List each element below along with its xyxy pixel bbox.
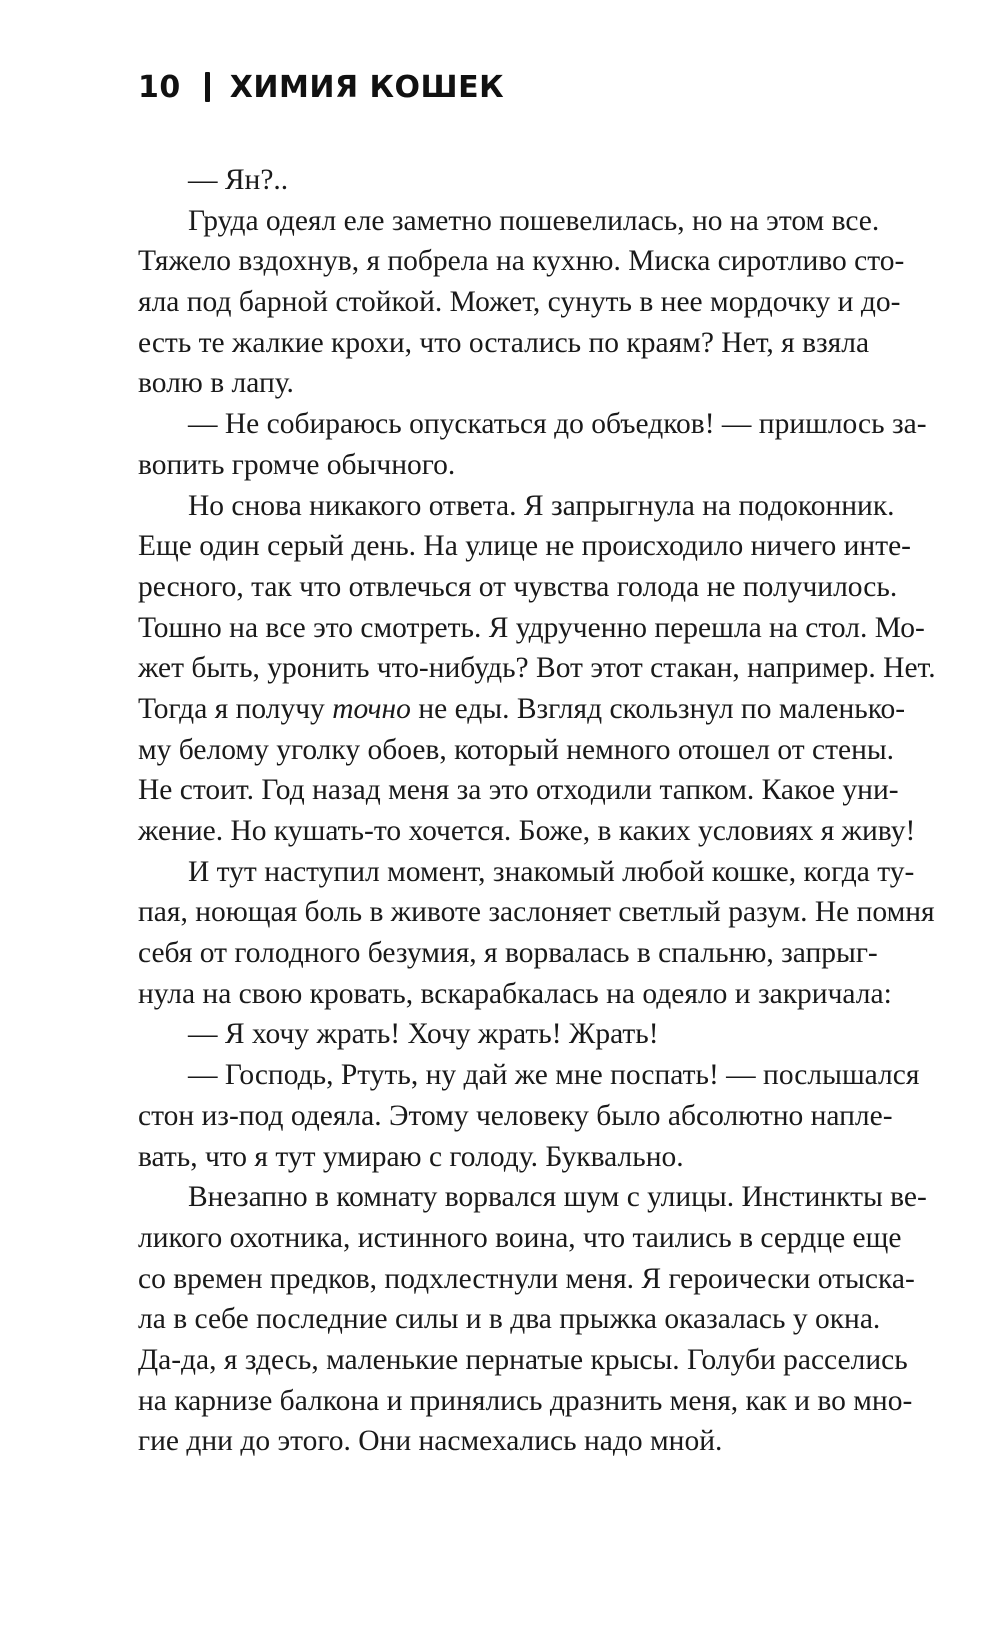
text-line: — Не собираюсь опускаться до объедков! — пришлось за- — [188, 408, 927, 441]
text-segment: Тогда я получу — [138, 692, 333, 725]
text-line: жет быть, уронить что-нибудь? Вот этот стакан, например. Нет. — [138, 652, 936, 685]
text-line: вать, что я тут умираю с голоду. Буквально. — [138, 1140, 684, 1173]
text-line: Не стоит. Год назад меня за это отходили тапком. Какое уни- — [138, 774, 899, 807]
text-line: ла в себе последние силы и в два прыжка оказалась у окна. — [138, 1303, 881, 1336]
text-line: — Ян?.. — [188, 164, 289, 196]
text-line: — Господь, Ртуть, ну дай же мне поспать! — послышался — [188, 1059, 920, 1092]
page-number: 10 — [138, 69, 181, 105]
running-head — [138, 62, 504, 112]
italic-word: точно — [332, 692, 411, 725]
header-divider — [205, 72, 210, 102]
text-line: Груда одеял еле заметно пошевелилась, но на этом все. — [188, 204, 880, 237]
text-line: И тут наступил момент, знакомый любой кошке, когда ту- — [188, 855, 915, 888]
text-line: Да-да, я здесь, маленькие пернатые крысы. Голуби расселись — [138, 1343, 908, 1376]
book-title: ХИМИЯ КОШЕК — [229, 69, 505, 105]
text-line: му белому уголку обоев, который немного отошел от стены. — [138, 733, 895, 766]
text-line: ликого охотника, истинного воина, что таились в сердце еще — [138, 1221, 902, 1254]
text-line: Внезапно в комнату ворвался шум с улицы. Инстинкты ве- — [188, 1181, 927, 1214]
text-line: ресного, так что отвлечься от чувства голода не получилось. — [138, 570, 898, 603]
text-line: на карнизе балкона и принялись дразнить меня, как и во мно- — [138, 1384, 913, 1417]
text-line: яла под барной стойкой. Может, сунуть в нее мордочку и до- — [138, 286, 901, 319]
text-line: со времен предков, подхлестнули меня. Я героически отыска- — [138, 1262, 915, 1295]
text-line: жение. Но кушать-то хочется. Боже, в каких условиях я живу! — [138, 815, 916, 847]
text-line: себя от голодного безумия, я ворвалась в спальню, запрыг- — [138, 937, 878, 970]
text-line: Еще один серый день. На улице не происходило ничего инте- — [138, 530, 912, 563]
text-line: нула на свою кровать, вскарабкалась на одеяло и закричала: — [138, 977, 892, 1010]
text-line: Тяжело вздохнув, я побрела на кухню. Миска сиротливо сто- — [138, 245, 905, 278]
text-line: — Я хочу жрать! Хочу жрать! Жрать! — [188, 1018, 659, 1051]
text-line: волю в лапу. — [138, 367, 294, 400]
text-segment: не еды. Взгляд скользнул по маленько- — [410, 692, 906, 725]
text-line: Тошно на все это смотреть. Я удрученно перешла на стол. Мо- — [138, 611, 925, 644]
text-line — [138, 689, 906, 730]
text-line: вопить громче обычного. — [138, 448, 456, 481]
text-line: есть те жалкие крохи, что остались по краям? Нет, я взяла — [138, 326, 870, 359]
text-line: гие дни до этого. Они насмехались надо мной. — [138, 1425, 723, 1458]
body-text — [138, 160, 936, 1462]
text-line: Но снова никакого ответа. Я запрыгнула на подоконник. — [188, 489, 895, 522]
text-line: пая, ноющая боль в животе заслоняет светлый разум. Не помня — [138, 896, 935, 929]
text-line: стон из-под одеяла. Этому человеку было абсолютно напле- — [138, 1099, 893, 1132]
